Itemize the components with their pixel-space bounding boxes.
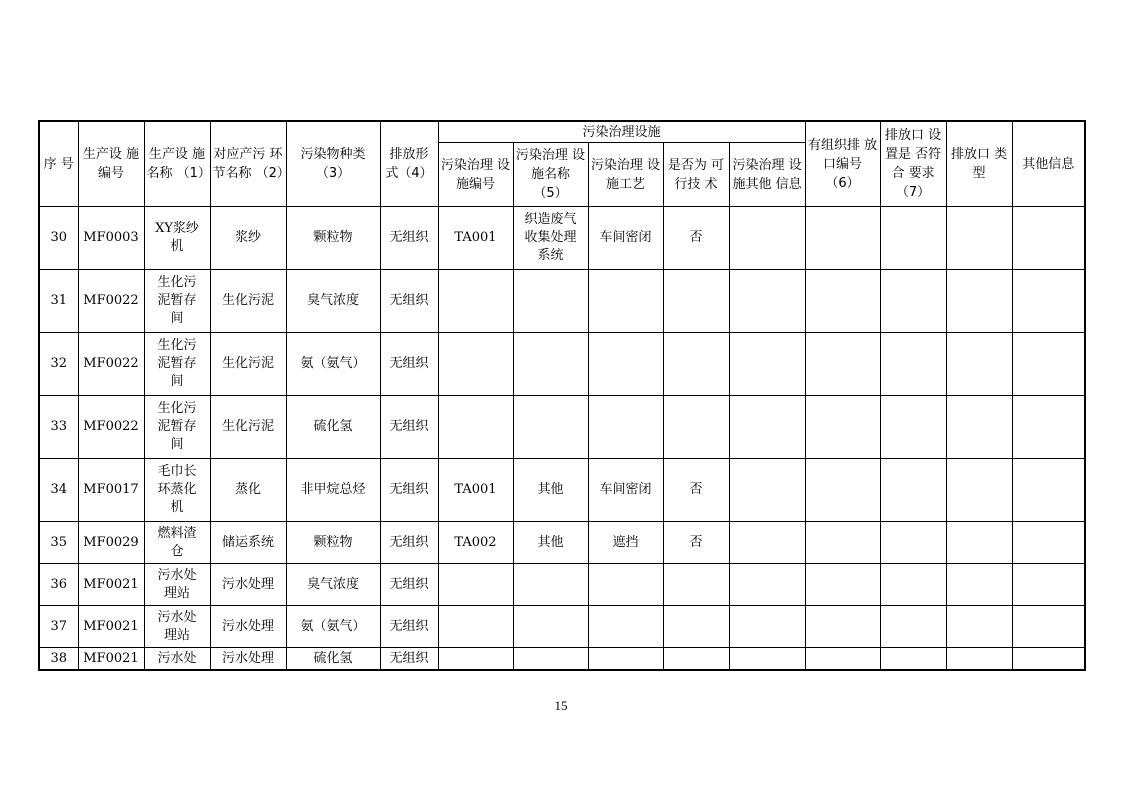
cell-treatment-other: [729, 522, 805, 564]
table-row: [39, 207, 1085, 270]
cell-facility-id: MF0021: [78, 606, 144, 648]
cell-treatment-id: [438, 648, 513, 671]
cell-seq: 33: [39, 396, 78, 459]
cell-outlet-type: [946, 648, 1012, 671]
cell-outlet-compliant: [880, 270, 946, 333]
cell-process-name: 污水处理: [210, 606, 286, 648]
cell-seq: 34: [39, 459, 78, 522]
cell-facility-id: MF0022: [78, 270, 144, 333]
cell-process-name: 污水处理: [210, 564, 286, 606]
cell-other-info: [1012, 270, 1085, 333]
cell-treatment-name: 织造废气 收集处理 系统: [513, 207, 588, 270]
header-emission-form: 排放形 式（4）: [380, 121, 438, 207]
cell-emission-form: 无组织: [380, 396, 438, 459]
emission-facility-table: [38, 120, 1086, 671]
cell-pollutant: 氨（氨气）: [286, 606, 380, 648]
cell-treatment-name: [513, 396, 588, 459]
cell-feasible: 否: [663, 207, 729, 270]
cell-outlet-id: [805, 648, 880, 671]
cell-facility-name: XY浆纱 机: [144, 207, 210, 270]
cell-pollutant: 非甲烷总烃: [286, 459, 380, 522]
cell-treatment-other: [729, 333, 805, 396]
cell-outlet-type: [946, 207, 1012, 270]
cell-seq: 31: [39, 270, 78, 333]
cell-process-name: 污水处理: [210, 648, 286, 671]
cell-treatment-name: [513, 648, 588, 671]
cell-treatment-id: TA001: [438, 459, 513, 522]
table-body: [39, 207, 1085, 671]
table-row: [39, 564, 1085, 606]
cell-outlet-id: [805, 564, 880, 606]
cell-pollutant: 硫化氢: [286, 396, 380, 459]
table-row: [39, 606, 1085, 648]
cell-other-info: [1012, 207, 1085, 270]
cell-pollutant: 硫化氢: [286, 648, 380, 671]
header-treatment-process: 污染治理 设施工艺: [588, 143, 663, 207]
cell-other-info: [1012, 333, 1085, 396]
cell-process-name: 生化污泥: [210, 396, 286, 459]
cell-outlet-compliant: [880, 207, 946, 270]
cell-pollutant: 臭气浓度: [286, 564, 380, 606]
cell-seq: 30: [39, 207, 78, 270]
header-seq: 序 号: [39, 121, 78, 207]
cell-feasible: [663, 333, 729, 396]
table-row: [39, 270, 1085, 333]
header-pollutant: 污染物种类 （3）: [286, 121, 380, 207]
cell-feasible: [663, 396, 729, 459]
header-facility-name: 生产设 施名称 （1）: [144, 121, 210, 207]
cell-emission-form: 无组织: [380, 270, 438, 333]
cell-pollutant: 颗粒物: [286, 207, 380, 270]
header-other-info: 其他信息: [1012, 121, 1085, 207]
cell-treatment-name: [513, 270, 588, 333]
cell-treatment-id: [438, 606, 513, 648]
cell-treatment-process: [588, 564, 663, 606]
table-row: [39, 396, 1085, 459]
cell-seq: 36: [39, 564, 78, 606]
cell-process-name: 蒸化: [210, 459, 286, 522]
cell-outlet-id: [805, 606, 880, 648]
cell-feasible: [663, 648, 729, 671]
cell-treatment-name: 其他: [513, 459, 588, 522]
header-facility-id: 生产设 施编号: [78, 121, 144, 207]
cell-outlet-compliant: [880, 396, 946, 459]
cell-outlet-type: [946, 459, 1012, 522]
cell-treatment-id: TA001: [438, 207, 513, 270]
cell-facility-id: MF0029: [78, 522, 144, 564]
cell-emission-form: 无组织: [380, 333, 438, 396]
header-process-name: 对应产污 环节名称 （2）: [210, 121, 286, 207]
cell-emission-form: 无组织: [380, 648, 438, 671]
cell-facility-id: MF0021: [78, 648, 144, 671]
cell-facility-name: 污水处 理站: [144, 564, 210, 606]
cell-facility-name: 燃料渣 仓: [144, 522, 210, 564]
cell-emission-form: 无组织: [380, 564, 438, 606]
cell-treatment-id: [438, 396, 513, 459]
cell-emission-form: 无组织: [380, 207, 438, 270]
header-outlet-id: 有组织排 放口编号 （6）: [805, 121, 880, 207]
cell-outlet-compliant: [880, 333, 946, 396]
cell-treatment-process: [588, 396, 663, 459]
cell-facility-id: MF0022: [78, 396, 144, 459]
cell-treatment-other: [729, 648, 805, 671]
table-row: [39, 459, 1085, 522]
cell-emission-form: 无组织: [380, 606, 438, 648]
cell-outlet-compliant: [880, 459, 946, 522]
table-row: [39, 333, 1085, 396]
cell-outlet-compliant: [880, 606, 946, 648]
cell-treatment-process: [588, 333, 663, 396]
cell-treatment-process: [588, 648, 663, 671]
cell-process-name: 生化污泥: [210, 270, 286, 333]
cell-facility-id: MF0021: [78, 564, 144, 606]
cell-treatment-id: [438, 270, 513, 333]
cell-emission-form: 无组织: [380, 459, 438, 522]
cell-feasible: 否: [663, 459, 729, 522]
cell-treatment-other: [729, 564, 805, 606]
cell-treatment-name: [513, 564, 588, 606]
cell-outlet-id: [805, 459, 880, 522]
cell-process-name: 储运系统: [210, 522, 286, 564]
cell-emission-form: 无组织: [380, 522, 438, 564]
cell-facility-name: 生化污 泥暂存 间: [144, 270, 210, 333]
header-outlet-compliant: 排放口 设置是 否符合 要求（7）: [880, 121, 946, 207]
cell-pollutant: 颗粒物: [286, 522, 380, 564]
cell-process-name: 生化污泥: [210, 333, 286, 396]
cell-feasible: [663, 564, 729, 606]
cell-facility-name: 毛巾长 环蒸化 机: [144, 459, 210, 522]
cell-outlet-id: [805, 396, 880, 459]
cell-outlet-id: [805, 333, 880, 396]
cell-outlet-type: [946, 333, 1012, 396]
cell-facility-id: MF0003: [78, 207, 144, 270]
cell-outlet-type: [946, 522, 1012, 564]
cell-other-info: [1012, 396, 1085, 459]
cell-outlet-type: [946, 606, 1012, 648]
cell-treatment-name: [513, 606, 588, 648]
cell-facility-name: 污水处 理站: [144, 606, 210, 648]
cell-outlet-id: [805, 522, 880, 564]
cell-treatment-process: 车间密闭: [588, 207, 663, 270]
cell-facility-id: MF0022: [78, 333, 144, 396]
cell-treatment-name: 其他: [513, 522, 588, 564]
header-outlet-type: 排放口 类型: [946, 121, 1012, 207]
cell-other-info: [1012, 522, 1085, 564]
cell-treatment-other: [729, 270, 805, 333]
cell-other-info: [1012, 564, 1085, 606]
cell-outlet-type: [946, 564, 1012, 606]
cell-outlet-compliant: [880, 522, 946, 564]
table-wrapper: [38, 120, 1086, 671]
cell-treatment-other: [729, 396, 805, 459]
cell-treatment-name: [513, 333, 588, 396]
cell-outlet-type: [946, 396, 1012, 459]
header-treatment-group: 污染治理设施: [438, 121, 805, 143]
cell-pollutant: 氨（氨气）: [286, 333, 380, 396]
cell-treatment-process: 车间密闭: [588, 459, 663, 522]
cell-pollutant: 臭气浓度: [286, 270, 380, 333]
cell-seq: 38: [39, 648, 78, 671]
page-number: 15: [554, 698, 568, 713]
cell-outlet-id: [805, 207, 880, 270]
cell-treatment-process: 遮挡: [588, 522, 663, 564]
cell-outlet-compliant: [880, 648, 946, 671]
cell-treatment-id: [438, 333, 513, 396]
cell-feasible: 否: [663, 522, 729, 564]
cell-facility-name: 生化污 泥暂存 间: [144, 396, 210, 459]
cell-treatment-id: TA002: [438, 522, 513, 564]
table-row: [39, 648, 1085, 671]
cell-facility-id: MF0017: [78, 459, 144, 522]
header-treatment-other: 污染治理 设施其他 信息: [729, 143, 805, 207]
header-treatment-name: 污染治理 设施名称 （5）: [513, 143, 588, 207]
cell-outlet-compliant: [880, 564, 946, 606]
cell-other-info: [1012, 606, 1085, 648]
cell-seq: 32: [39, 333, 78, 396]
table-row: [39, 522, 1085, 564]
cell-process-name: 浆纱: [210, 207, 286, 270]
cell-facility-name: 污水处: [144, 648, 210, 671]
header-feasible: 是否为 可行技 术: [663, 143, 729, 207]
cell-seq: 35: [39, 522, 78, 564]
cell-treatment-other: [729, 606, 805, 648]
cell-outlet-type: [946, 270, 1012, 333]
cell-treatment-other: [729, 459, 805, 522]
cell-feasible: [663, 606, 729, 648]
cell-other-info: [1012, 648, 1085, 671]
cell-seq: 37: [39, 606, 78, 648]
cell-outlet-id: [805, 270, 880, 333]
cell-treatment-id: [438, 564, 513, 606]
cell-treatment-other: [729, 207, 805, 270]
cell-treatment-process: [588, 270, 663, 333]
cell-facility-name: 生化污 泥暂存 间: [144, 333, 210, 396]
cell-treatment-process: [588, 606, 663, 648]
cell-other-info: [1012, 459, 1085, 522]
cell-feasible: [663, 270, 729, 333]
header-treatment-id: 污染治理 设施编号: [438, 143, 513, 207]
